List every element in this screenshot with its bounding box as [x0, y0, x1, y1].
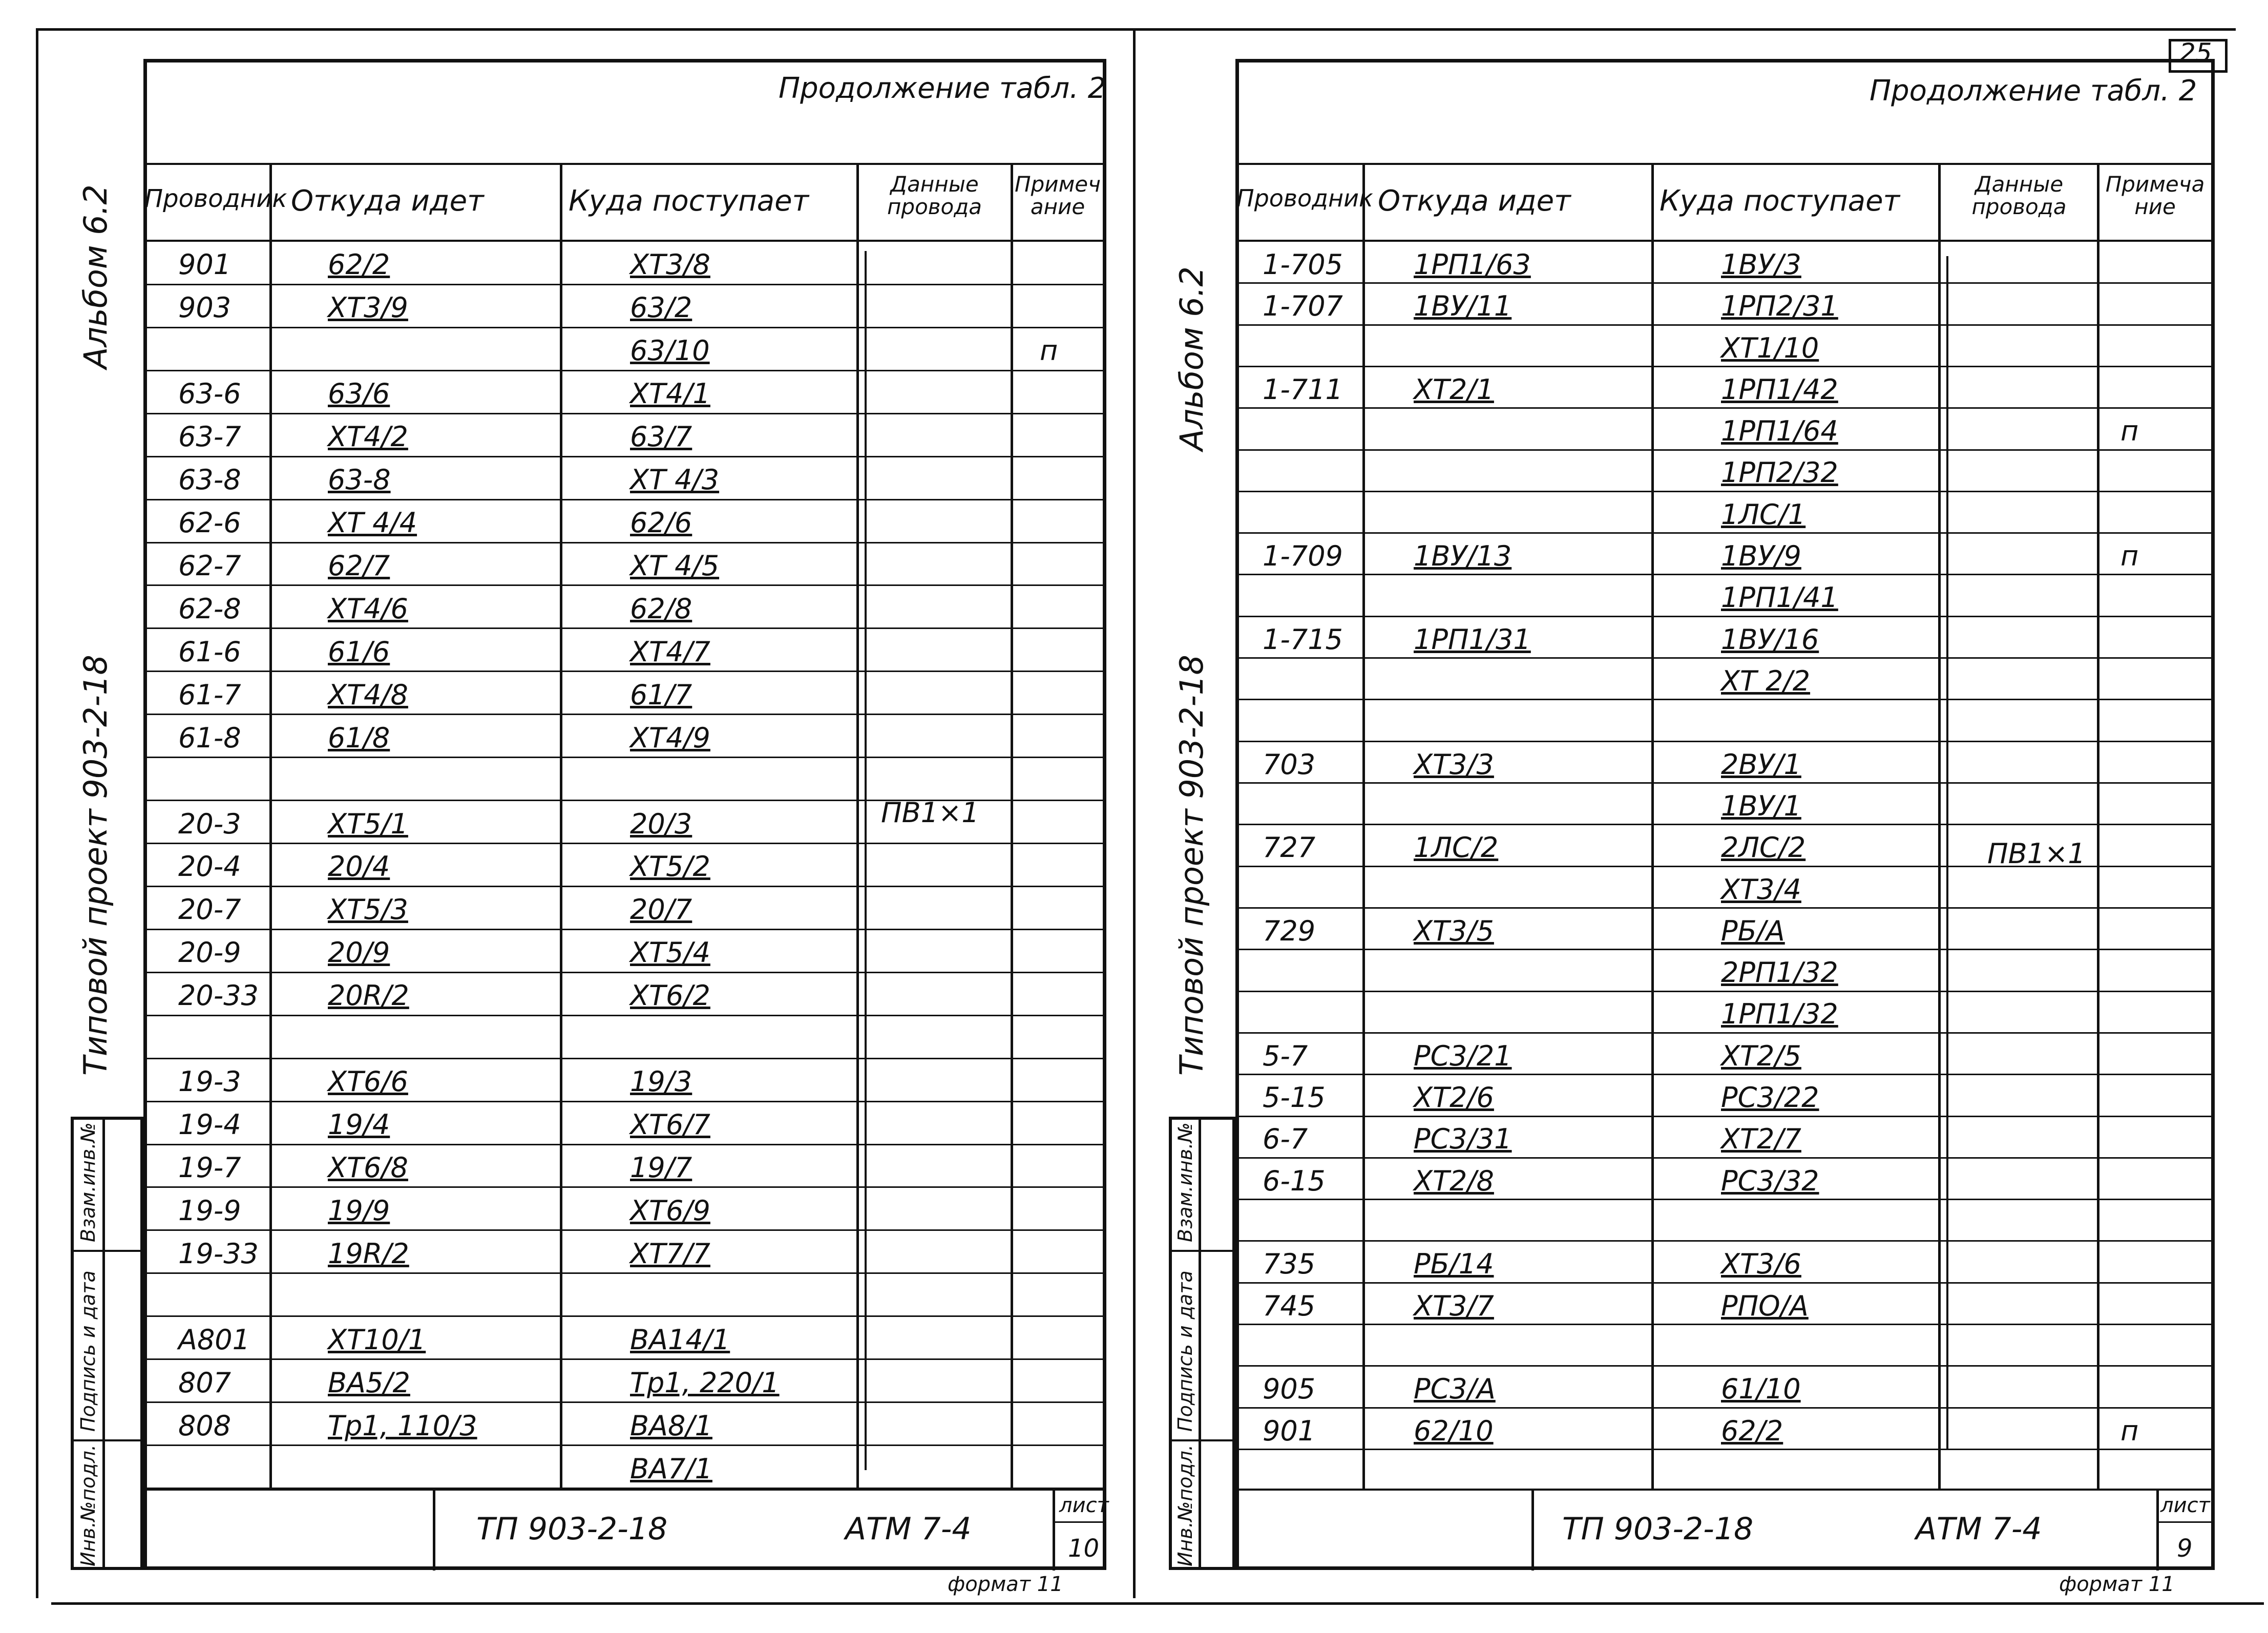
- left-col-line-4: [1011, 163, 1013, 1489]
- table-row-line: [143, 929, 1106, 930]
- from-cell: 63-8: [328, 464, 391, 496]
- conductor-cell: 61-7: [178, 678, 241, 711]
- right-stamp-sheet-line: [2156, 1521, 2215, 1523]
- to-cell: 19/3: [630, 1065, 692, 1098]
- table-row-line: [1235, 366, 2215, 367]
- conductor-cell: 20-9: [178, 936, 241, 969]
- right-header-note: Примечание: [2105, 172, 2205, 220]
- table-row-line: [143, 370, 1106, 371]
- left-format: формат 11: [948, 1573, 1063, 1596]
- from-cell: 20R/2: [328, 979, 409, 1012]
- conductor-cell: 903: [178, 291, 232, 324]
- to-cell: ВА14/1: [630, 1323, 730, 1356]
- from-cell: РС3/21: [1414, 1039, 1512, 1072]
- left-header-conductor: Проводник: [144, 184, 287, 213]
- conductor-cell: 735: [1263, 1248, 1316, 1281]
- from-cell: 61/8: [328, 721, 390, 754]
- to-cell: ВА7/1: [630, 1452, 712, 1485]
- left-col-line-2: [560, 163, 562, 1489]
- table-row-line: [1235, 449, 2215, 451]
- table-row-line: [1235, 324, 2215, 326]
- table-row-line: [1235, 782, 2215, 784]
- conductor-cell: 727: [1263, 831, 1316, 864]
- left-header-note: Примечание: [1015, 172, 1101, 220]
- conductor-cell: 6-7: [1263, 1123, 1308, 1156]
- table-row-line: [1235, 657, 2215, 659]
- table-row-line: [143, 1144, 1106, 1145]
- right-stamp-div-2: [2156, 1489, 2159, 1571]
- conductor-cell: 5-15: [1263, 1081, 1326, 1114]
- left-header-wire-data: Данные провода: [887, 172, 982, 220]
- conductor-cell: 62-7: [178, 549, 241, 582]
- to-cell: РС3/32: [1721, 1164, 1819, 1197]
- table-row-line: [1235, 407, 2215, 409]
- from-cell: РБ/14: [1414, 1248, 1494, 1281]
- right-stamp-code: ТП 903-2-18: [1562, 1511, 1754, 1547]
- to-cell: ХТ1/10: [1721, 331, 1819, 364]
- table-row-line: [143, 1229, 1106, 1231]
- conductor-cell: А801: [178, 1323, 250, 1356]
- conductor-cell: 63-8: [178, 464, 241, 496]
- to-cell: ХТ3/4: [1721, 873, 1801, 906]
- left-stamp-div-2: [1053, 1489, 1055, 1571]
- table-row-line: [143, 1101, 1106, 1102]
- table-row-line: [1235, 1032, 2215, 1034]
- right-sheet-number: 9: [2177, 1534, 2193, 1563]
- from-cell: 61/6: [328, 635, 390, 668]
- to-cell: РПО/А: [1721, 1289, 1809, 1322]
- table-row-line: [1235, 1074, 2215, 1075]
- table-row-line: [1235, 282, 2215, 284]
- conductor-cell: 19-4: [178, 1108, 241, 1141]
- conductor-cell: 63-7: [178, 421, 241, 453]
- table-row-line: [1235, 1324, 2215, 1325]
- table-row-line: [1235, 532, 2215, 534]
- right-wire-brace: [1946, 256, 1948, 1450]
- right-stamp-doc: АТМ 7-4: [1916, 1511, 2042, 1547]
- to-cell: 61/10: [1721, 1373, 1801, 1406]
- to-cell: 1РП1/64: [1721, 415, 1838, 448]
- right-col-line-3: [1938, 163, 1941, 1489]
- conductor-cell: 729: [1263, 914, 1316, 947]
- to-cell: 20/7: [630, 893, 692, 926]
- left-sheet-number: 10: [1068, 1534, 1100, 1563]
- left-header-bottom-line: [143, 240, 1106, 242]
- from-cell: ХТ3/5: [1414, 914, 1494, 947]
- conductor-cell: 19-7: [178, 1152, 241, 1184]
- to-cell: 63/10: [630, 334, 710, 367]
- left-wire-spec: ПВ1×1: [881, 797, 979, 829]
- from-cell: РС3/А: [1414, 1373, 1496, 1406]
- left-stamp-top-line: [143, 1489, 1106, 1491]
- from-cell: ВА5/2: [328, 1366, 410, 1399]
- table-row-line: [143, 671, 1106, 672]
- to-cell: ХТ6/9: [630, 1194, 710, 1227]
- to-cell: 1ВУ/16: [1721, 623, 1819, 656]
- from-cell: ХТ4/2: [328, 421, 408, 453]
- from-cell: ХТ3/7: [1414, 1289, 1494, 1322]
- to-cell: Тр1, 220/1: [630, 1366, 780, 1399]
- table-row-line: [143, 542, 1106, 543]
- to-cell: 61/7: [630, 678, 692, 711]
- table-row-line: [1235, 574, 2215, 575]
- left-stamp-doc: АТМ 7-4: [845, 1511, 972, 1547]
- to-cell: ХТ5/2: [630, 850, 710, 883]
- to-cell: ХТ 4/3: [630, 464, 720, 496]
- right-side-stamp-inv: Инв.№подл.: [1174, 1444, 1196, 1566]
- to-cell: ХТ7/7: [630, 1237, 710, 1270]
- from-cell: 1РП1/63: [1414, 248, 1531, 281]
- table-row-line: [143, 1315, 1106, 1317]
- conductor-cell: 1-709: [1263, 540, 1343, 573]
- conductor-cell: 807: [178, 1366, 232, 1399]
- left-side-album: Альбом 6.2: [77, 184, 114, 369]
- to-cell: 20/3: [630, 807, 692, 840]
- from-cell: ХТ 4/4: [328, 507, 417, 539]
- table-row-line: [1235, 1407, 2215, 1409]
- left-col-line-3: [856, 163, 859, 1489]
- table-row-line: [143, 1058, 1106, 1059]
- to-cell: ХТ3/6: [1721, 1248, 1801, 1281]
- to-cell: 1РП1/41: [1721, 581, 1838, 614]
- to-cell: ХТ 2/2: [1721, 664, 1811, 697]
- table-row-line: [1235, 1157, 2215, 1159]
- from-cell: ХТ3/3: [1414, 748, 1494, 781]
- bottom-line: [51, 1602, 2264, 1605]
- table-row-line: [1235, 491, 2215, 492]
- conductor-cell: 1-707: [1263, 290, 1343, 323]
- to-cell: ХТ6/7: [630, 1108, 710, 1141]
- table-row-line: [143, 584, 1106, 586]
- left-side-stamp-inv: Инв.№подл.: [77, 1444, 99, 1566]
- table-row-line: [1235, 616, 2215, 617]
- right-header-to: Куда поступает: [1660, 184, 1900, 218]
- left-side-project: Типовой проект 903-2-18: [77, 655, 114, 1076]
- to-cell: РБ/А: [1721, 914, 1785, 947]
- from-cell: ХТ5/3: [328, 893, 408, 926]
- from-cell: 62/7: [328, 549, 390, 582]
- conductor-cell: 703: [1263, 748, 1316, 781]
- to-cell: ХТ2/7: [1721, 1123, 1801, 1156]
- left-stamp-sheet-line: [1053, 1521, 1106, 1523]
- right-header-top-line: [1235, 163, 2215, 165]
- table-row-line: [143, 886, 1106, 887]
- to-cell: РС3/22: [1721, 1081, 1819, 1114]
- to-cell: 63/7: [630, 421, 692, 453]
- from-cell: 63/6: [328, 378, 390, 410]
- conductor-cell: 19-3: [178, 1065, 241, 1098]
- table-row-line: [143, 1401, 1106, 1403]
- table-row-line: [143, 284, 1106, 285]
- from-cell: 1ЛС/2: [1414, 831, 1499, 864]
- right-col-line-4: [2097, 163, 2099, 1489]
- left-col-line-1: [269, 163, 272, 1489]
- right-side-stamp-replace: Взам.инв.№: [1174, 1122, 1196, 1242]
- table-row-line: [143, 456, 1106, 457]
- left-side-stamp-inner: [102, 1117, 105, 1570]
- to-cell: 19/7: [630, 1152, 692, 1184]
- note-cell: п: [2120, 540, 2139, 573]
- table-row-line: [143, 499, 1106, 500]
- conductor-cell: 901: [1263, 1414, 1316, 1447]
- right-side-stamp-h1: [1169, 1250, 1235, 1252]
- to-cell: ХТ 4/5: [630, 549, 720, 582]
- right-header-from: Откуда идет: [1378, 184, 1571, 218]
- right-sheet-label: лист: [2160, 1494, 2210, 1517]
- left-stamp-code: ТП 903-2-18: [476, 1511, 668, 1547]
- page-number: 25: [2179, 38, 2212, 68]
- page-divider: [1133, 31, 1136, 1598]
- right-side-stamp-h2: [1169, 1439, 1235, 1441]
- to-cell: 1ЛС/1: [1721, 498, 1806, 531]
- table-row-line: [1235, 1240, 2215, 1242]
- table-row-line: [143, 413, 1106, 414]
- to-cell: 2ВУ/1: [1721, 748, 1801, 781]
- left-header-from: Откуда идет: [291, 184, 484, 218]
- from-cell: ХТ2/1: [1414, 373, 1494, 406]
- from-cell: ХТ2/6: [1414, 1081, 1494, 1114]
- right-format: формат 11: [2059, 1573, 2175, 1596]
- note-cell: п: [2120, 1414, 2139, 1447]
- right-header-wire-data: Данные провода: [1971, 172, 2067, 220]
- to-cell: 1РП2/31: [1721, 290, 1838, 323]
- table-row-line: [143, 1358, 1106, 1360]
- from-cell: 20/4: [328, 850, 390, 883]
- conductor-cell: 20-33: [178, 979, 259, 1012]
- left-side-stamp-replace: Взам.инв.№: [77, 1122, 99, 1242]
- table-row-line: [1235, 1449, 2215, 1450]
- from-cell: 19/4: [328, 1108, 390, 1141]
- note-cell: п: [2120, 415, 2139, 448]
- to-cell: 1РП1/42: [1721, 373, 1838, 406]
- to-cell: 1ВУ/1: [1721, 789, 1801, 822]
- right-stamp-top-line: [1235, 1489, 2215, 1491]
- table-row-line: [1235, 741, 2215, 742]
- table-row-line: [143, 1444, 1106, 1446]
- table-row-line: [143, 1015, 1106, 1016]
- right-wire-spec: ПВ1×1: [1987, 838, 2086, 870]
- table-row-line: [143, 972, 1106, 973]
- left-side-stamp-sign: Подпись и дата: [77, 1270, 99, 1432]
- table-row-line: [143, 627, 1106, 629]
- from-cell: 19R/2: [328, 1237, 409, 1270]
- table-row-line: [1235, 1282, 2215, 1284]
- conductor-cell: 1-715: [1263, 623, 1343, 656]
- to-cell: 62/2: [1721, 1414, 1783, 1447]
- from-cell: РС3/31: [1414, 1123, 1512, 1156]
- from-cell: ХТ10/1: [328, 1323, 426, 1356]
- to-cell: 1РП1/32: [1721, 998, 1838, 1031]
- from-cell: Тр1, 110/3: [328, 1409, 477, 1442]
- conductor-cell: 61-6: [178, 635, 241, 668]
- right-col-line-1: [1362, 163, 1365, 1489]
- left-continuation-title: Продолжение табл. 2: [779, 72, 1106, 105]
- left-wire-brace: [865, 251, 867, 1470]
- left-side-stamp-h1: [71, 1250, 143, 1252]
- from-cell: ХТ3/9: [328, 291, 408, 324]
- table-row-line: [143, 327, 1106, 328]
- to-cell: 2РП1/32: [1721, 956, 1838, 989]
- note-cell: п: [1040, 334, 1058, 367]
- table-row-line: [1235, 699, 2215, 700]
- left-header-top-line: [143, 163, 1106, 165]
- right-col-line-2: [1651, 163, 1654, 1489]
- from-cell: 62/10: [1414, 1414, 1494, 1447]
- conductor-cell: 745: [1263, 1289, 1316, 1322]
- conductor-cell: 19-33: [178, 1237, 259, 1270]
- table-row-line: [143, 1272, 1106, 1274]
- table-row-line: [143, 843, 1106, 844]
- right-stamp-div-1: [1531, 1489, 1534, 1571]
- conductor-cell: 20-7: [178, 893, 241, 926]
- from-cell: 1ВУ/11: [1414, 290, 1512, 323]
- to-cell: 62/6: [630, 507, 692, 539]
- to-cell: 62/8: [630, 592, 692, 625]
- table-row-line: [1235, 991, 2215, 992]
- from-cell: 19/9: [328, 1194, 390, 1227]
- table-row-line: [143, 1186, 1106, 1188]
- from-cell: 1РП1/31: [1414, 623, 1531, 656]
- conductor-cell: 905: [1263, 1373, 1316, 1406]
- conductor-cell: 1-705: [1263, 248, 1343, 281]
- to-cell: ХТ3/8: [630, 248, 710, 281]
- conductor-cell: 1-711: [1263, 373, 1343, 406]
- conductor-cell: 19-9: [178, 1194, 241, 1227]
- table-row-line: [1235, 1199, 2215, 1200]
- from-cell: 20/9: [328, 936, 390, 969]
- conductor-cell: 6-15: [1263, 1164, 1326, 1197]
- conductor-cell: 63-6: [178, 378, 241, 410]
- right-side-stamp-inner: [1199, 1117, 1201, 1570]
- to-cell: 63/2: [630, 291, 692, 324]
- to-cell: ХТ5/4: [630, 936, 710, 969]
- right-side-project: Типовой проект 903-2-18: [1173, 655, 1210, 1076]
- right-side-album: Альбом 6.2: [1173, 266, 1210, 451]
- conductor-cell: 5-7: [1263, 1039, 1308, 1072]
- conductor-cell: 901: [178, 248, 232, 281]
- to-cell: ВА8/1: [630, 1409, 712, 1442]
- left-stamp-div-1: [433, 1489, 435, 1571]
- conductor-cell: 62-8: [178, 592, 241, 625]
- table-row-line: [1235, 907, 2215, 909]
- from-cell: ХТ6/6: [328, 1065, 408, 1098]
- left-header-to: Куда поступает: [569, 184, 809, 218]
- to-cell: ХТ4/9: [630, 721, 710, 754]
- to-cell: 1РП2/32: [1721, 456, 1838, 489]
- to-cell: ХТ4/7: [630, 635, 710, 668]
- from-cell: ХТ4/6: [328, 592, 408, 625]
- from-cell: 1ВУ/13: [1414, 540, 1512, 573]
- from-cell: ХТ6/8: [328, 1152, 408, 1184]
- table-row-line: [1235, 1365, 2215, 1367]
- from-cell: ХТ2/8: [1414, 1164, 1494, 1197]
- table-row-line: [1235, 824, 2215, 825]
- table-row-line: [1235, 1116, 2215, 1117]
- from-cell: ХТ5/1: [328, 807, 408, 840]
- conductor-cell: 808: [178, 1409, 232, 1442]
- to-cell: ХТ2/5: [1721, 1039, 1801, 1072]
- right-header-bottom-line: [1235, 240, 2215, 242]
- from-cell: 62/2: [328, 248, 390, 281]
- conductor-cell: 62-6: [178, 507, 241, 539]
- right-continuation-title: Продолжение табл. 2: [1870, 74, 2197, 108]
- right-side-stamp-sign: Подпись и дата: [1174, 1270, 1196, 1432]
- table-row-line: [143, 714, 1106, 715]
- to-cell: 2ЛС/2: [1721, 831, 1806, 864]
- right-header-conductor: Проводник: [1236, 184, 1373, 212]
- conductor-cell: 61-8: [178, 721, 241, 754]
- left-sheet-label: лист: [1059, 1494, 1109, 1517]
- table-row-line: [1235, 949, 2215, 950]
- to-cell: ХТ6/2: [630, 979, 710, 1012]
- table-row-line: [143, 757, 1106, 758]
- to-cell: 1ВУ/9: [1721, 540, 1801, 573]
- left-side-stamp-h2: [71, 1439, 143, 1441]
- to-cell: 1ВУ/3: [1721, 248, 1801, 281]
- from-cell: ХТ4/8: [328, 678, 408, 711]
- conductor-cell: 20-4: [178, 850, 241, 883]
- to-cell: ХТ4/1: [630, 378, 710, 410]
- conductor-cell: 20-3: [178, 807, 241, 840]
